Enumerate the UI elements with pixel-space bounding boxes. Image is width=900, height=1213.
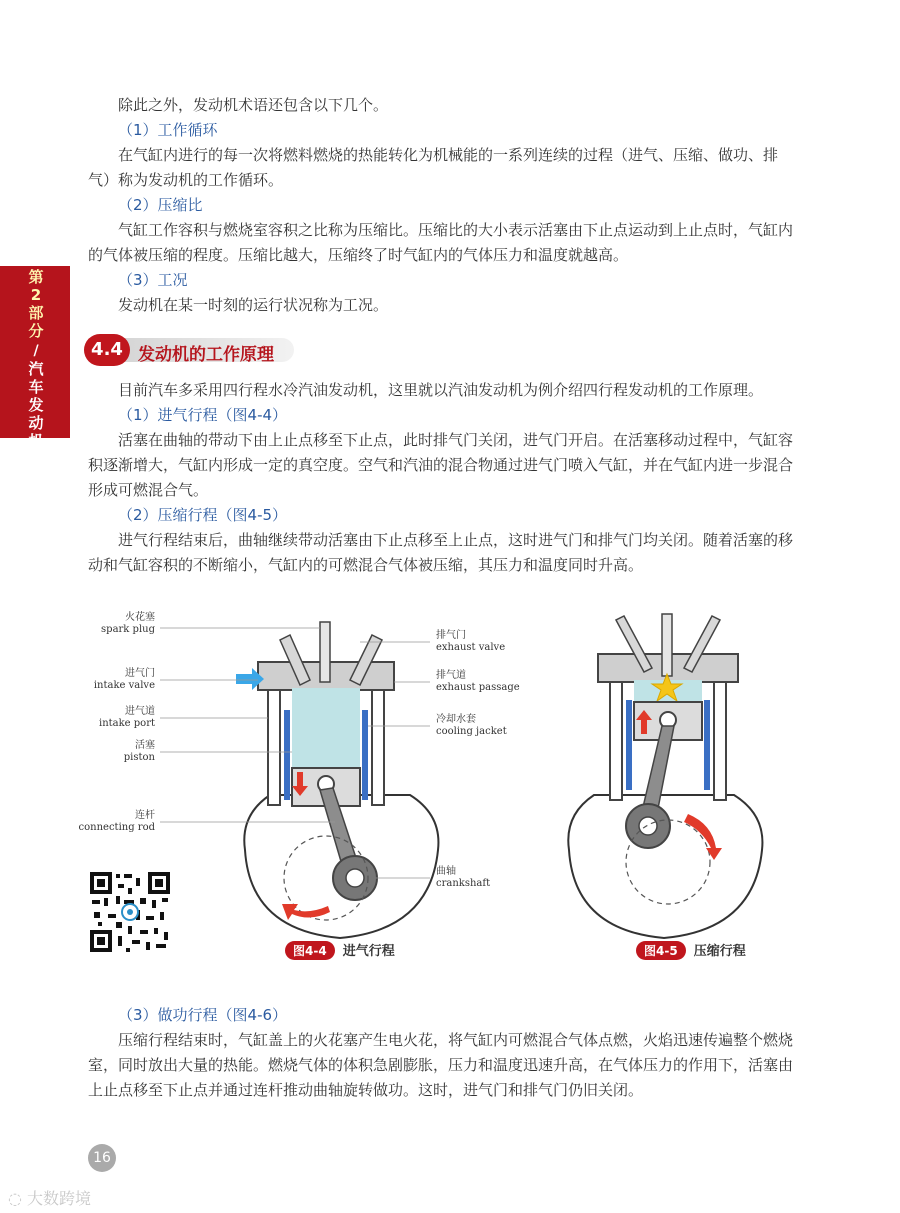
term1-heading: （1）工作循环 — [118, 121, 218, 139]
term2-heading: （2）压缩比 — [118, 196, 203, 214]
figure-4-4-caption — [285, 940, 395, 960]
spark-plug-shape — [662, 614, 672, 676]
label-intake-valve: 进气门 intake valve — [93, 668, 155, 691]
term2-paragraph: 气缸工作容积与燃烧室容积之比称为压缩比。压缩比的大小表示活塞由下止点运动到上止点时，气缸内的气体被压缩的程度。压缩比越大，压缩终了时气缸内的气体压力和温度就越高。 — [88, 221, 794, 264]
label-connecting-rod: 连杆 connecting rod — [78, 810, 155, 833]
stroke3-heading: （3）做功行程（图4-6） — [118, 1006, 288, 1024]
label-exhaust-passage: 排气道 exhaust passage — [436, 670, 520, 693]
figure-4-5-title: 压缩行程 — [693, 944, 746, 959]
label-exhaust-valve: 排气门 exhaust valve — [436, 630, 506, 653]
qr-code — [88, 870, 172, 954]
watermark: ◌ 大数跨境 — [8, 1189, 92, 1208]
section-intro-paragraph: 目前汽车多采用四行程水冷汽油发动机，这里就以汽油发动机为例介绍四行程发动机的工作原理。 — [118, 381, 764, 399]
term1-paragraph: 在气缸内进行的每一次将燃料燃烧的热能转化为机械能的一系列连续的过程（进气、压缩、做功、排气）称为发动机的工作循环。 — [88, 146, 779, 189]
watermark-logo-icon: ◌ — [8, 1189, 28, 1208]
figure-4-4-number: 图4-4 — [285, 941, 335, 960]
stroke1-paragraph: 活塞在曲轴的带动下由上止点移至下止点，此时排气门关闭，进气门开启。在活塞移动过程中，气缸容积逐渐增大，气缸内形成一定的真空度。空气和汽油的混合物通过进气门喷入气缸，并在气缸内进一步混合形成可燃混合气。 — [88, 431, 794, 499]
crank-rotation-arrow — [684, 814, 722, 860]
term3-heading: （3）工况 — [118, 271, 188, 289]
intro-paragraph: 除此之外，发动机术语还包含以下几个。 — [118, 96, 389, 114]
figure-4-5-number: 图4-5 — [636, 941, 686, 960]
stroke2-paragraph: 进气行程结束后，曲轴继续带动活塞由下止点移至上止点，这时进气门和排气门均关闭。随着活塞的移动和气缸容积的不断缩小，气缸内的可燃混合气体被压缩，其压力和温度同时升高。 — [88, 531, 794, 574]
label-cooling-jacket: 冷却水套 cooling jacket — [436, 714, 507, 737]
part-title: 汽车发动机 — [28, 360, 44, 450]
stroke1-heading: （1）进气行程（图4-4） — [118, 406, 288, 424]
page-number: 16 — [88, 1144, 116, 1172]
label-spark-plug: 火花塞 spark plug — [101, 612, 155, 635]
cylinder-wall-right — [714, 682, 726, 800]
section-heading — [84, 334, 294, 364]
section-title: 发动机的工作原理 — [138, 345, 274, 365]
cooling-jacket-right — [704, 700, 710, 790]
label-piston: 活塞 piston — [123, 740, 155, 763]
cylinder-wall-left — [610, 682, 622, 800]
stroke2-heading: （2）压缩行程（图4-5） — [118, 506, 288, 524]
term3-paragraph: 发动机在某一时刻的运行状况称为工况。 — [118, 296, 389, 314]
stroke3-paragraph: 压缩行程结束时，气缸盖上的火花塞产生电火花，将气缸内可燃混合气体点燃，火焰迅速传遍整个燃烧室，同时放出大量的热能。燃烧气体的体积急剧膨胀，压力和温度迅速升高，在气体压力的作用下，活塞由上止点移至下止点并通过连杆推动曲轴旋转做功。这时，进气门和排气门仍旧关闭。 — [88, 1031, 794, 1099]
label-crankshaft: 曲轴 crankshaft — [436, 866, 491, 889]
cooling-jacket-left — [626, 700, 632, 790]
part-tab-text: 第2部分 / 汽车发动机 — [24, 268, 48, 450]
section-number: 4.4 — [84, 334, 130, 366]
part-number: 第2部分 — [28, 268, 44, 340]
figure-4-5-caption — [636, 940, 746, 960]
figure-4-4-title: 进气行程 — [342, 944, 395, 959]
label-intake-port: 进气道 intake port — [99, 706, 155, 729]
